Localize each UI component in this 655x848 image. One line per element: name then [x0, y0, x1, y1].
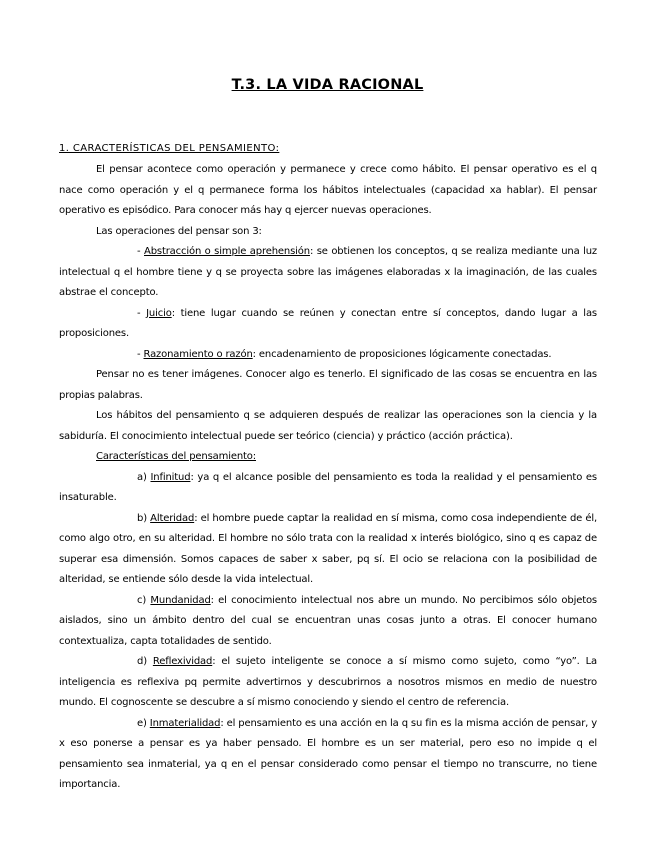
characteristic-item: b) Alteridad: el hombre puede captar la realidad en sí misma, como cosa independiente de él, como algo otro, en su alteridad. El hombre no sólo trata con la realidad x interés biológico, sino q es capaz de superar esa dimensión. Somos capaces de saber x saber, pq sí. El ocio se relaciona con la posibilidad de alteridad, se entiende sólo desde la vida intelectual.	[59, 512, 597, 585]
operation-item: - Abstracción o simple aprehensión: se obtienen los conceptos, q se realiza mediante una luz intelectual q el hombre tiene y q se proyecta sobre las imágenes elaboradas x la imaginación, de las cuales abstrae el concepto.	[59, 246, 597, 298]
thinking-paragraph: Pensar no es tener imágenes. Conocer algo es tenerlo. El significado de las cosas se encuentra en las propias palabras.	[59, 369, 597, 401]
characteristic-term: Infinitud	[150, 471, 191, 483]
characteristic-item: a) Infinitud: ya q el alcance posible del pensamiento es toda la realidad y el pensamiento es insaturable.	[59, 471, 597, 503]
characteristic-item: e) Inmaterialidad: el pensamiento es una acción en la q su fin es la misma acción de pensar, y x eso ponerse a pensar es ya haber pensado. El hombre es un ser material, pero eso no impide q el pensamiento sea inmaterial, ya q en el pensar considerado como pensar el tiempo no transcurre, no tiene importancia.	[59, 717, 597, 790]
characteristics-heading: Características del pensamiento:	[96, 451, 256, 462]
characteristic-item: c) Mundanidad: el conocimiento intelectual nos abre un mundo. No percibimos sólo objetos aislados, sino un ámbito dentro del cual se encuentran unas cosas junto a otras. El conocer humano contextualiza, capta totalidades de sentido.	[59, 594, 597, 647]
characteristic-term: Mundanidad	[150, 594, 211, 606]
operations-intro: Las operaciones del pensar son 3:	[96, 225, 262, 237]
intro-paragraph: El pensar acontece como operación y permanece y crece como hábito. El pensar operativo es el q nace como operación y el q permanece forma los hábitos intelectuales (capacidad xa hablar). El pensar operativo es episódico. Para conocer más hay q ejercer nuevas operaciones.	[59, 164, 597, 216]
operation-term: Abstracción o simple aprehensión	[144, 246, 310, 257]
operation-item: - Razonamiento o razón: encadenamiento de proposiciones lógicamente conectadas.	[137, 348, 552, 360]
document-body	[59, 160, 597, 796]
operation-term: Razonamiento o razón	[143, 348, 253, 360]
page-title: T.3. LA VIDA RACIONAL	[231, 77, 424, 93]
characteristic-term: Alteridad	[150, 512, 195, 524]
operation-term: Juicio	[146, 307, 172, 319]
section-heading: 1. CARACTERÍSTICAS DEL PENSAMIENTO:	[59, 143, 280, 154]
operation-item: - Juicio: tiene lugar cuando se reúnen y conectan entre sí conceptos, dando lugar a las proposiciones.	[59, 307, 597, 339]
characteristic-item: d) Reflexividad: el sujeto inteligente se conoce a sí mismo como sujeto, como “yo”. La inteligencia es reflexiva pq permite advertirnos y descubrirnos a nosotros mismos en medio de nuestro mundo. El cognoscente se descubre a sí mismo conociendo y siendo el centro de referencia.	[59, 656, 597, 708]
characteristic-term: Reflexividad	[152, 656, 213, 667]
habits-paragraph: Los hábitos del pensamiento q se adquieren después de realizar las operaciones son la ciencia y la sabiduría. El conocimiento intelectual puede ser teórico (ciencia) y práctico (acción práctica).	[59, 410, 597, 442]
characteristic-term: Inmaterialidad	[149, 717, 221, 729]
